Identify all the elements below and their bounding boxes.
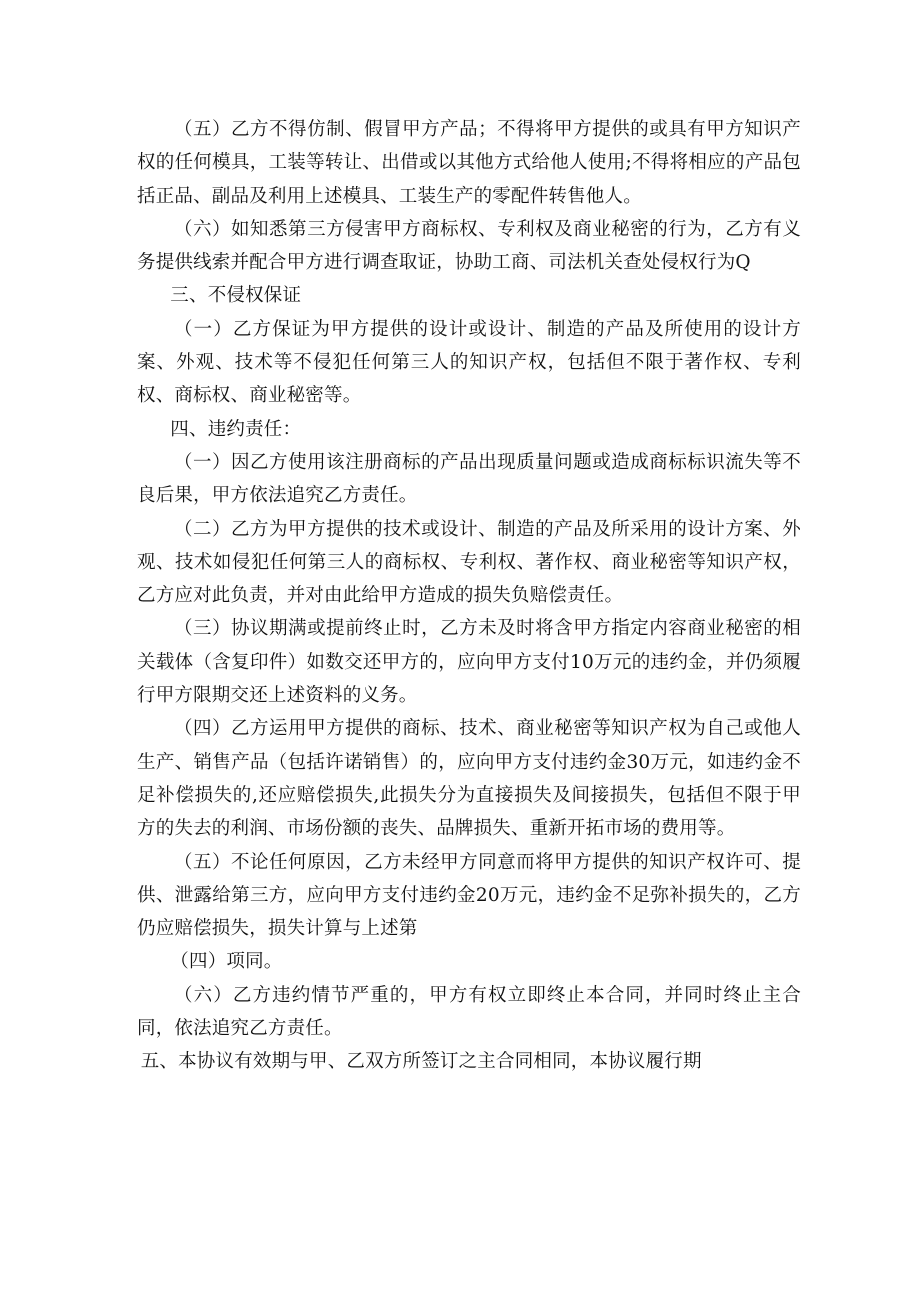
liability-clause-3: （三）协议期满或提前终止时，乙方未及时将含甲方指定内容商业秘密的相关载体（含复印件）如数交还甲方的，应向甲方支付10万元的违约金，并仍须履行甲方限期交还上述资料的义务。: [137, 618, 801, 707]
liability-clause-2: （二）乙方为甲方提供的技术或设计、制造的产品及所采用的设计方案、外观、技术如侵犯任何第三人的商标权、专利权、著作权、商业秘密等知识产权，乙方应对此负责，并对由此给甲方造成的损失负赔偿责任。: [137, 518, 801, 607]
section-5-validity: 五、本协议有效期与甲、乙双方所签订之主合同相同，本协议履行期: [140, 1051, 702, 1073]
liability-clause-5-continued: （四）项同。: [170, 951, 283, 973]
clause-non-infringement-guarantee: （一）乙方保证为甲方提供的设计或设计、制造的产品及所使用的设计方案、外观、技术等不侵犯任何第三人的知识产权，包括但不限于著作权、专利权、商标权、商业秘密等。: [137, 318, 801, 407]
document-body: [137, 113, 801, 1079]
section-heading-liability: 四、违约责任：: [170, 418, 302, 440]
clause-6-infringement-report: （六）如知悉第三方侵害甲方商标权、专利权及商业秘密的行为，乙方有义务提供线索并配合甲方进行调查取证，协助工商、司法机关查处侵权行为Q: [137, 218, 801, 274]
liability-clause-6: （六）乙方违约情节严重的，甲方有权立即终止本合同，并同时终止主合同，依法追究乙方责任。: [137, 984, 801, 1040]
liability-clause-5: （五）不论任何原因，乙方未经甲方同意而将甲方提供的知识产权许可、提供、泄露给第三方，应向甲方支付违约金20万元，违约金不足弥补损失的，乙方仍应赔偿损失，损失计算与上述第: [137, 851, 801, 940]
section-heading-non-infringement: 三、不侵权保证: [170, 285, 302, 307]
liability-clause-4: （四）乙方运用甲方提供的商标、技术、商业秘密等知识产权为自己或他人生产、销售产品（包括许诺销售）的，应向甲方支付违约金30万元，如违约金不足补偿损失的,还应赔偿损失,此损失分为直接损失及间接损失，包括但不限于甲方的失去的利润、市场份额的丧失、品牌损失、重新开拓市场的费用等。: [137, 718, 801, 840]
liability-clause-1: （一）因乙方使用该注册商标的产品出现质量问题或造成商标标识流失等不良后果，甲方依法追究乙方责任。: [137, 451, 801, 507]
clause-5-imitation: （五）乙方不得仿制、假冒甲方产品；不得将甲方提供的或具有甲方知识产权的任何模具，工装等转让、出借或以其他方式给他人使用;不得将相应的产品包括正品、副品及利用上述模具、工装生产的零配件转售他人。: [137, 119, 801, 207]
